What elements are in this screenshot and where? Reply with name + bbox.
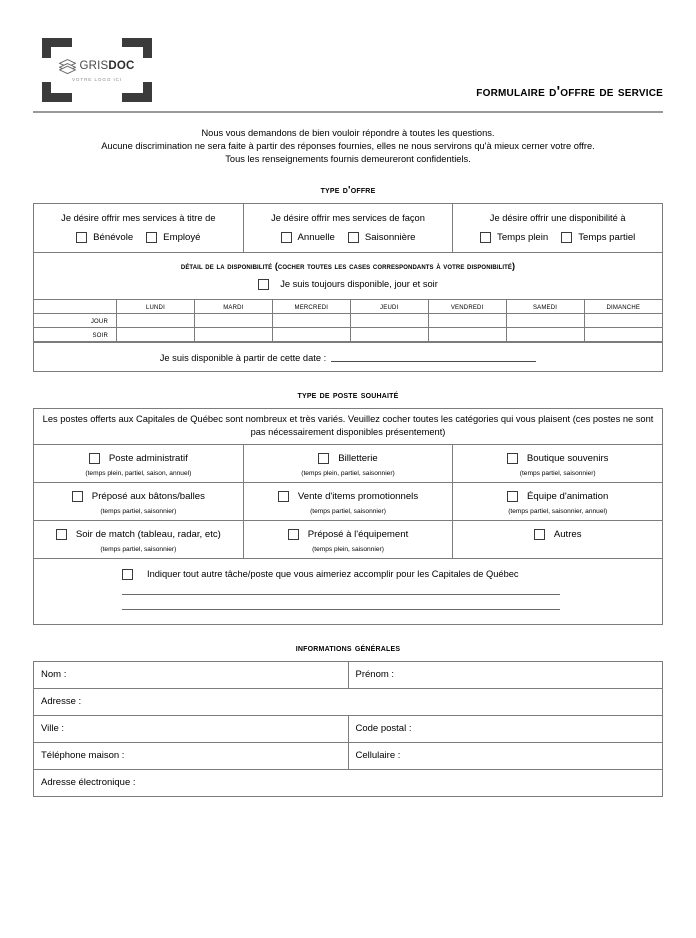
week-availability-table-wrap — [34, 299, 662, 342]
job-label: Boutique souvenirs — [526, 452, 609, 464]
cell-soir-dimanche[interactable] — [584, 327, 662, 341]
job-main-line — [278, 491, 418, 502]
checkbox-saisonniere[interactable] — [348, 232, 416, 243]
other-task-input-line-2[interactable] — [122, 608, 560, 610]
day-header-lundi: lundi — [117, 300, 195, 314]
stacked-pages-icon — [59, 59, 76, 74]
info-row-ville-code — [34, 715, 662, 742]
table-row-soir — [34, 327, 662, 341]
field-telephone-maison[interactable]: Téléphone maison : — [41, 749, 125, 761]
job-prepose-equipement[interactable] — [243, 521, 453, 558]
section-title-type-offre: type d'offre — [320, 183, 376, 196]
offre-options — [250, 232, 447, 243]
info-row-adresse — [34, 688, 662, 715]
job-label: Équipe d'animation — [527, 490, 609, 502]
other-task-row — [34, 569, 662, 580]
header-divider — [33, 111, 663, 113]
intro-line-2: Aucune discrimination ne sera faite à partir des réponses fournies, elles ne nous servirons qu'à mieux cerner votre offre. — [101, 141, 595, 152]
logo-frame-corner — [42, 82, 51, 102]
offre-question: Je désire offrir mes services de façon — [271, 212, 425, 223]
checkbox-icon[interactable] — [507, 453, 518, 464]
offre-options — [459, 232, 656, 243]
postes-intro-text: Les postes offerts aux Capitales de Québec sont nombreux et très variés. Veuillez cocher toutes les catégories qui vous plaisent (ces postes ne sont pas nécessairement disponibles présentement) — [42, 413, 654, 437]
checkbox-label: Temps partiel — [578, 231, 636, 243]
field-adresse-electronique[interactable]: Adresse électronique : — [41, 776, 136, 788]
offre-question: Je désire offrir une disponibilité à — [489, 212, 626, 223]
cell-jour-jeudi[interactable] — [350, 313, 428, 327]
form-page — [0, 38, 696, 938]
job-label: Préposé à l'équipement — [307, 528, 409, 540]
job-sublabel: (temps partiel, saisonnier) — [100, 545, 177, 553]
field-adresse[interactable]: Adresse : — [41, 695, 82, 707]
intro-line-1: Nous vous demandons de bien vouloir répondre à toutes les questions. — [201, 128, 495, 138]
week-availability-table — [34, 300, 662, 342]
detail-disponibilite-block — [34, 252, 662, 299]
job-label: Préposé aux bâtons/balles — [91, 490, 205, 502]
row-header-soir: soir — [34, 327, 117, 341]
cell-jour-vendredi[interactable] — [428, 313, 506, 327]
checkbox-icon[interactable] — [507, 491, 518, 502]
checkbox-icon[interactable] — [480, 232, 491, 243]
job-label: Soir de match (tableau, radar, etc) — [75, 528, 221, 540]
checkbox-label: Bénévole — [93, 231, 134, 243]
day-header-mardi: mardi — [194, 300, 272, 314]
job-sublabel: (temps partiel, saisonnier) — [519, 469, 596, 477]
company-logo — [42, 38, 152, 102]
cell-jour-mercredi[interactable] — [272, 313, 350, 327]
cell-jour-lundi[interactable] — [117, 313, 195, 327]
job-billetterie[interactable] — [243, 445, 453, 482]
jobs-row-1 — [34, 444, 662, 482]
day-header-jeudi: jeudi — [350, 300, 428, 314]
job-main-line — [534, 529, 582, 540]
job-boutique-souvenirs[interactable] — [452, 445, 662, 482]
checkbox-icon[interactable] — [146, 232, 157, 243]
info-row-telephone-cellulaire — [34, 742, 662, 769]
job-main-line — [89, 453, 188, 464]
checkbox-icon[interactable] — [561, 232, 572, 243]
info-row-courriel — [34, 769, 662, 796]
info-row-nom-prenom — [34, 662, 662, 688]
job-autres[interactable] — [452, 521, 662, 558]
cell-soir-samedi[interactable] — [506, 327, 584, 341]
checkbox-icon[interactable] — [76, 232, 87, 243]
field-ville[interactable]: Ville : — [41, 722, 65, 734]
day-header-dimanche: dimanche — [584, 300, 662, 314]
type-poste-box — [33, 408, 663, 625]
job-vente-items-promotionnels[interactable] — [243, 483, 453, 520]
job-sublabel: (temps plein, partiel, saison, annuel) — [85, 469, 192, 477]
field-prenom[interactable]: Prénom : — [348, 662, 663, 688]
checkbox-icon[interactable] — [318, 453, 329, 464]
available-from-label: Je suis disponible à partir de cette date : — [159, 352, 327, 363]
checkbox-annuelle[interactable] — [281, 232, 335, 243]
day-header-vendredi: vendredi — [428, 300, 506, 314]
checkbox-icon[interactable] — [278, 491, 289, 502]
type-offre-box — [33, 203, 663, 372]
job-main-line — [507, 491, 608, 502]
other-task-block — [34, 558, 662, 624]
offre-column-disponibilite — [452, 204, 662, 252]
job-sublabel: (temps plein, partiel, saisonnier) — [301, 469, 395, 477]
logo-frame-corner — [143, 38, 152, 58]
job-label: Vente d'items promotionnels — [297, 490, 419, 502]
offre-options — [40, 232, 237, 243]
logo-text-light: GRIS — [79, 60, 109, 72]
cell-jour-dimanche[interactable] — [584, 313, 662, 327]
checkbox-label: Employé — [163, 231, 201, 243]
checkbox-toujours-disponible[interactable] — [258, 279, 269, 290]
available-from-input[interactable] — [331, 350, 536, 362]
offre-columns-row — [34, 204, 662, 252]
offre-column-facon — [243, 204, 453, 252]
checkbox-icon[interactable] — [122, 569, 133, 580]
job-sublabel: (temps plein, saisonnier) — [312, 545, 384, 553]
table-corner-cell — [34, 300, 117, 314]
checkbox-icon[interactable] — [89, 453, 100, 464]
logo-text-bold: DOC — [108, 60, 135, 72]
checkbox-icon[interactable] — [56, 529, 67, 540]
checkbox-temps-partiel[interactable] — [561, 232, 635, 243]
day-header-mercredi: mercredi — [272, 300, 350, 314]
document-header — [33, 38, 663, 110]
page-title: formulaire d'offre de service — [476, 84, 663, 100]
job-main-line — [56, 529, 221, 540]
logo-frame-corner — [143, 82, 152, 102]
checkbox-icon[interactable] — [534, 529, 545, 540]
table-header-row — [34, 300, 662, 314]
other-task-label: Indiquer tout autre tâche/poste que vous aimeriez accomplir pour les Capitales de Québec — [147, 569, 519, 580]
cell-soir-vendredi[interactable] — [428, 327, 506, 341]
always-available-label: Je suis toujours disponible, jour et soir — [280, 279, 438, 290]
checkbox-icon[interactable] — [72, 491, 83, 502]
cell-soir-lundi[interactable] — [117, 327, 195, 341]
section-title-informations: informations générales — [295, 641, 401, 654]
logo-tagline: VOTRE LOGO ICI — [71, 76, 123, 82]
job-label: Billetterie — [338, 452, 378, 464]
job-main-line — [288, 529, 409, 540]
row-header-jour: jour — [34, 313, 117, 327]
job-main-line — [507, 453, 609, 464]
logo-text — [79, 60, 134, 72]
job-sublabel: (temps partiel, saisonnier) — [100, 507, 177, 515]
other-task-input-line-1[interactable] — [122, 593, 560, 595]
job-soir-de-match[interactable] — [34, 521, 243, 558]
job-label: Poste administratif — [108, 452, 188, 464]
logo-inner — [53, 48, 141, 92]
logo-wordmark — [59, 59, 134, 74]
offre-question: Je désire offrir mes services à titre de — [61, 212, 216, 223]
field-code-postal[interactable]: Code postal : — [348, 716, 663, 742]
checkbox-benevole[interactable] — [76, 232, 133, 243]
field-cellulaire[interactable]: Cellulaire : — [348, 743, 663, 769]
table-row-jour — [34, 313, 662, 327]
job-sublabel: (temps partiel, saisonnier, annuel) — [508, 507, 608, 515]
cell-soir-mercredi[interactable] — [272, 327, 350, 341]
checkbox-temps-plein[interactable] — [480, 232, 548, 243]
field-nom[interactable]: Nom : — [41, 668, 67, 680]
checkbox-icon[interactable] — [258, 279, 269, 290]
job-main-line — [318, 453, 377, 464]
intro-paragraph — [33, 127, 663, 167]
cell-jour-samedi[interactable] — [506, 313, 584, 327]
job-prepose-batons-balles[interactable] — [34, 483, 243, 520]
checkbox-label: Saisonnière — [364, 231, 416, 243]
day-header-samedi: samedi — [506, 300, 584, 314]
checkbox-icon[interactable] — [281, 232, 292, 243]
jobs-row-3 — [34, 520, 662, 558]
logo-frame-corner — [42, 38, 51, 58]
intro-line-3: Tous les renseignements fournis demeureront confidentiels. — [225, 154, 471, 165]
job-poste-administratif[interactable] — [34, 445, 243, 482]
checkbox-employe[interactable] — [146, 232, 200, 243]
section-title-type-poste: type de poste souhaité — [297, 388, 399, 401]
available-from-row — [34, 342, 662, 371]
checkbox-icon[interactable] — [348, 232, 359, 243]
job-equipe-animation[interactable] — [452, 483, 662, 520]
always-available-row — [34, 271, 662, 299]
job-sublabel: (temps partiel, saisonnier) — [310, 507, 386, 515]
cell-jour-mardi[interactable] — [194, 313, 272, 327]
job-label: Autres — [553, 528, 582, 540]
checkbox-label: Annuelle — [297, 231, 335, 243]
checkbox-label: Temps plein — [497, 231, 549, 243]
jobs-row-2 — [34, 482, 662, 520]
job-main-line — [72, 491, 205, 502]
checkbox-icon[interactable] — [288, 529, 299, 540]
detail-disponibilite-heading: détail de la disponibilité (cocher toutes les cases correspondants à votre disponibilité) — [180, 260, 516, 271]
informations-box — [33, 661, 663, 797]
cell-soir-jeudi[interactable] — [350, 327, 428, 341]
offre-column-titre — [34, 204, 243, 252]
cell-soir-mardi[interactable] — [194, 327, 272, 341]
